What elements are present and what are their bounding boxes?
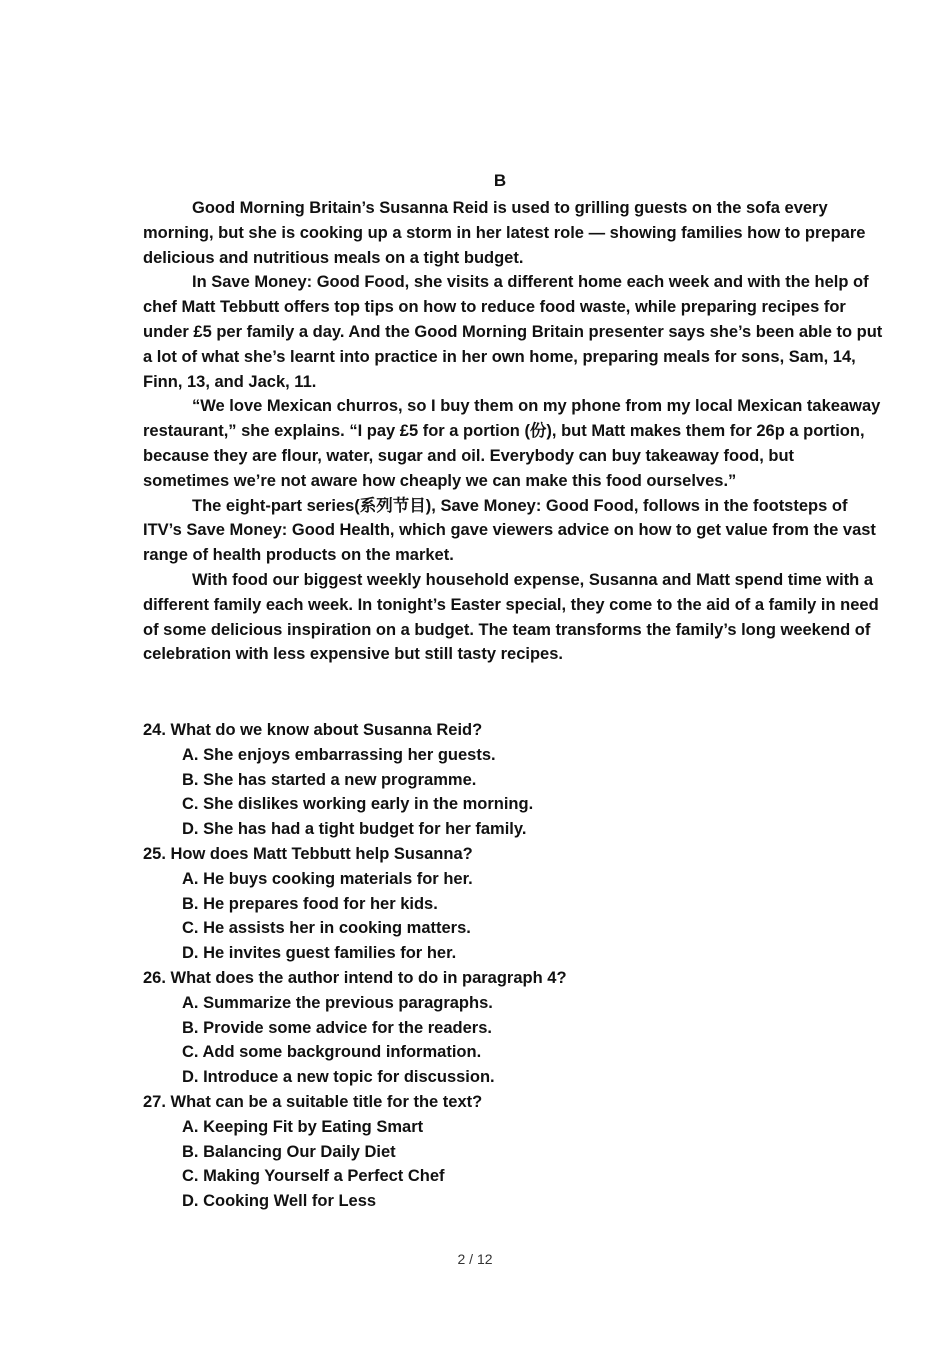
question-stem: 26. What does the author intend to do in paragraph 4? <box>143 968 567 987</box>
question-24 <box>143 718 883 842</box>
question-list <box>143 718 883 1214</box>
answer-option-c: C. Add some background information. <box>182 1043 482 1062</box>
paragraph-3: “We love Mexican churros, so I buy them on my phone from my local Mexican takeaway restaurant,” she explains. “I pay £5 for a portion (份), but Matt makes them for 26p a portion, because they are flour, water, sugar and oil. Everybody can buy takeaway food, but sometimes we’re not aware how cheaply we can make this food ourselves.” <box>143 397 881 490</box>
question-stem: 25. How does Matt Tebbutt help Susanna? <box>143 844 473 863</box>
answer-option-d: D. Introduce a new topic for discussion. <box>182 1068 495 1087</box>
question-27 <box>143 1090 883 1214</box>
answer-option-d: D. Cooking Well for Less <box>182 1192 377 1211</box>
question-stem: 27. What can be a suitable title for the text? <box>143 1092 483 1111</box>
answer-option-b: B. Provide some advice for the readers. <box>182 1018 492 1037</box>
paragraph-4: The eight-part series(系列节目), Save Money: Good Food, follows in the footsteps of ITV’s Save Money: Good Health, which gave viewers advice on how to get value from the vast range of health products on the market. <box>143 496 876 565</box>
paragraph-2: In Save Money: Good Food, she visits a different home each week and with the help of chef Matt Tebbutt offers top tips on how to reduce food waste, while preparing recipes for under £5 per family a day. And the Good Morning Britain presenter says she’s been able to put a lot of what she’s learnt into practice in her own home, preparing meals for sons, Sam, 14, Finn, 13, and Jack, 11. <box>143 273 883 391</box>
answer-option-d: D. She has had a tight budget for her family. <box>182 820 527 839</box>
answer-option-c: C. She dislikes working early in the morning. <box>182 795 534 814</box>
answer-option-c: C. Making Yourself a Perfect Chef <box>182 1167 445 1186</box>
question-26 <box>143 966 883 1090</box>
paragraph-5: With food our biggest weekly household expense, Susanna and Matt spend time with a different family each week. In tonight’s Easter special, they come to the aid of a family in need of some delicious inspiration on a budget. The team transforms the family’s long weekend of celebration with less expensive but still tasty recipes. <box>143 570 879 664</box>
answer-option-a: A. Keeping Fit by Eating Smart <box>182 1117 424 1136</box>
question-stem: 24. What do we know about Susanna Reid? <box>143 721 483 739</box>
answer-option-b: B. He prepares food for her kids. <box>182 894 438 913</box>
question-25 <box>143 842 883 966</box>
answer-option-a: A. She enjoys embarrassing her guests. <box>182 745 496 764</box>
answer-option-d: D. He invites guest families for her. <box>182 944 457 963</box>
answer-option-c: C. He assists her in cooking matters. <box>182 919 471 938</box>
answer-option-a: A. Summarize the previous paragraphs. <box>182 993 493 1012</box>
answer-option-b: B. She has started a new programme. <box>182 770 477 789</box>
paragraph-1: Good Morning Britain’s Susanna Reid is used to grilling guests on the sofa every morning, but she is cooking up a storm in her latest role — showing families how to prepare delicious and nutritious meals on a tight budget. <box>143 199 866 267</box>
answer-option-a: A. He buys cooking materials for her. <box>182 869 473 888</box>
answer-option-b: B. Balancing Our Daily Diet <box>182 1142 396 1161</box>
section-heading: B <box>493 171 507 190</box>
reading-passage <box>143 196 883 667</box>
page-number: 2 / 12 <box>457 1251 493 1267</box>
